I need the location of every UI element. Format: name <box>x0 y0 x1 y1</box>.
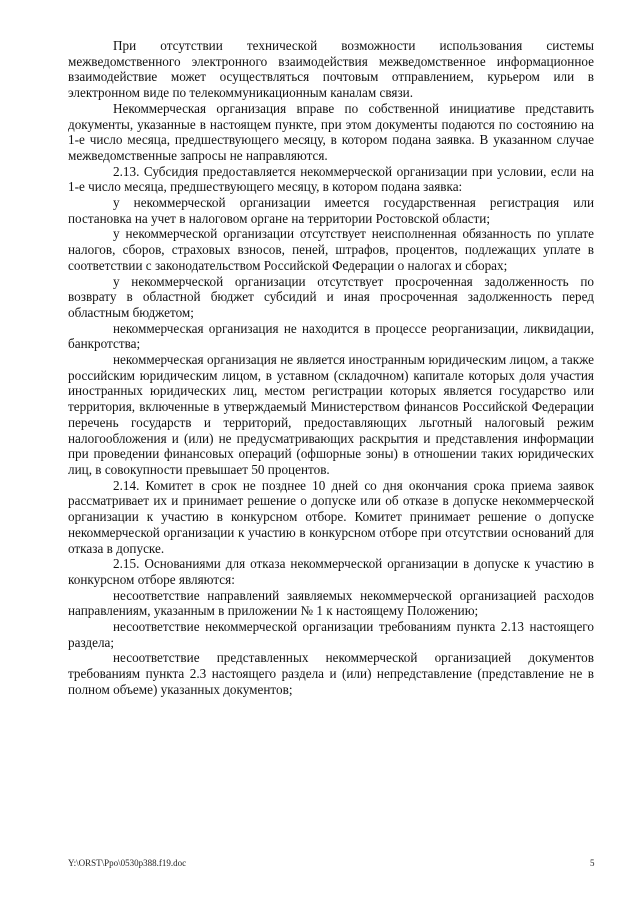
paragraph-condition-no-reorganization: некоммерческая организация не находится в процессе реорганизации, ликвидации, банкротства; <box>68 320 594 352</box>
document-body <box>68 38 594 698</box>
paragraph-condition-registration: у некоммерческой организации имеется государственная регистрация или постановка на учет в налоговом органе на территории Ростовской области; <box>68 195 594 226</box>
paragraph-2-13-conditions: 2.13. Субсидия предоставляется некоммерческой организации при условии, если на 1-е число месяца, предшествующего месяцу, в котором подана заявка: <box>68 163 594 195</box>
paragraph-ground-directions-mismatch: несоответствие направлений заявляемых некоммерческой организацией расходов направлениям, указанным в приложении № 1 к настоящему Положению; <box>68 587 594 619</box>
paragraph-2-14-committee-review: 2.14. Комитет в срок не позднее 10 дней со дня окончания срока приема заявок рассматривает их и принимает решение о допуске или об отказе в допуске некоммерческой организации к участию в конкурсном отборе. Комитет принимает решение о допуске некоммерческой организации к участию в конкурсном отборе при отсутствии оснований для отказа в допуске. <box>68 477 594 556</box>
paragraph-own-initiative-documents: Некоммерческая организация вправе по собственной инициативе представить документы, указанные в настоящем пункте, при этом документы подаются по состоянию на 1-е число месяца, предшествующего месяцу, в котором подана заявка. В указанном случае межведомственные запросы не направляются. <box>68 100 594 163</box>
paragraph-2-15-refusal-grounds: 2.15. Основаниями для отказа некоммерческой организации в допуске к участию в конкурсном отборе являются: <box>68 556 594 587</box>
paragraph-no-interop-alternative: При отсутствии технической возможности использования системы межведомственного электронного взаимодействия межведомственное информационное взаимодействие может осуществляться почтовым отправлением, курьером или в электронном виде по телекоммуникационным каналам связи. <box>68 38 594 101</box>
footer-file-path: Y:\ORST\Ppo\0530p388.f19.doc <box>68 858 187 868</box>
paragraph-condition-no-budget-debt: у некоммерческой организации отсутствует просроченная задолженность по возврату в областной бюджет субсидий и иная просроченная задолженность перед областным бюджетом; <box>68 273 594 320</box>
page-number: 5 <box>590 858 595 868</box>
paragraph-condition-not-foreign: некоммерческая организация не является иностранным юридическим лицом, а также российским юридическим лицом, в уставном (складочном) капитале которых доля участия иностранных юридических лиц, местом регистрации которых является государство или территория, включенные в утверждаемый Министерством финансов Российской Федерации перечень государств и территорий, предоставляющих льготный налоговый режим налогообложения и (или) не предусматривающих раскрытия и представления информации при проведении финансовых операций (офшорные зоны) в отношении таких юридических лиц, в совокупности превышает 50 процентов. <box>68 352 594 477</box>
paragraph-condition-no-tax-debt: у некоммерческой организации отсутствует неисполненная обязанность по уплате налогов, сборов, страховых взносов, пеней, штрафов, процентов, подлежащих уплате в соответствии с законодательством Российской Федерации о налогах и сборах; <box>68 226 594 273</box>
paragraph-ground-requirements-2-13: несоответствие некоммерческой организации требованиям пункта 2.13 настоящего раздела; <box>68 619 594 650</box>
paragraph-ground-documents-2-3: несоответствие представленных некоммерческой организацией документов требованиям пункта 2.3 настоящего раздела и (или) непредставление (представление не в полном объеме) указанных документов; <box>68 650 594 697</box>
